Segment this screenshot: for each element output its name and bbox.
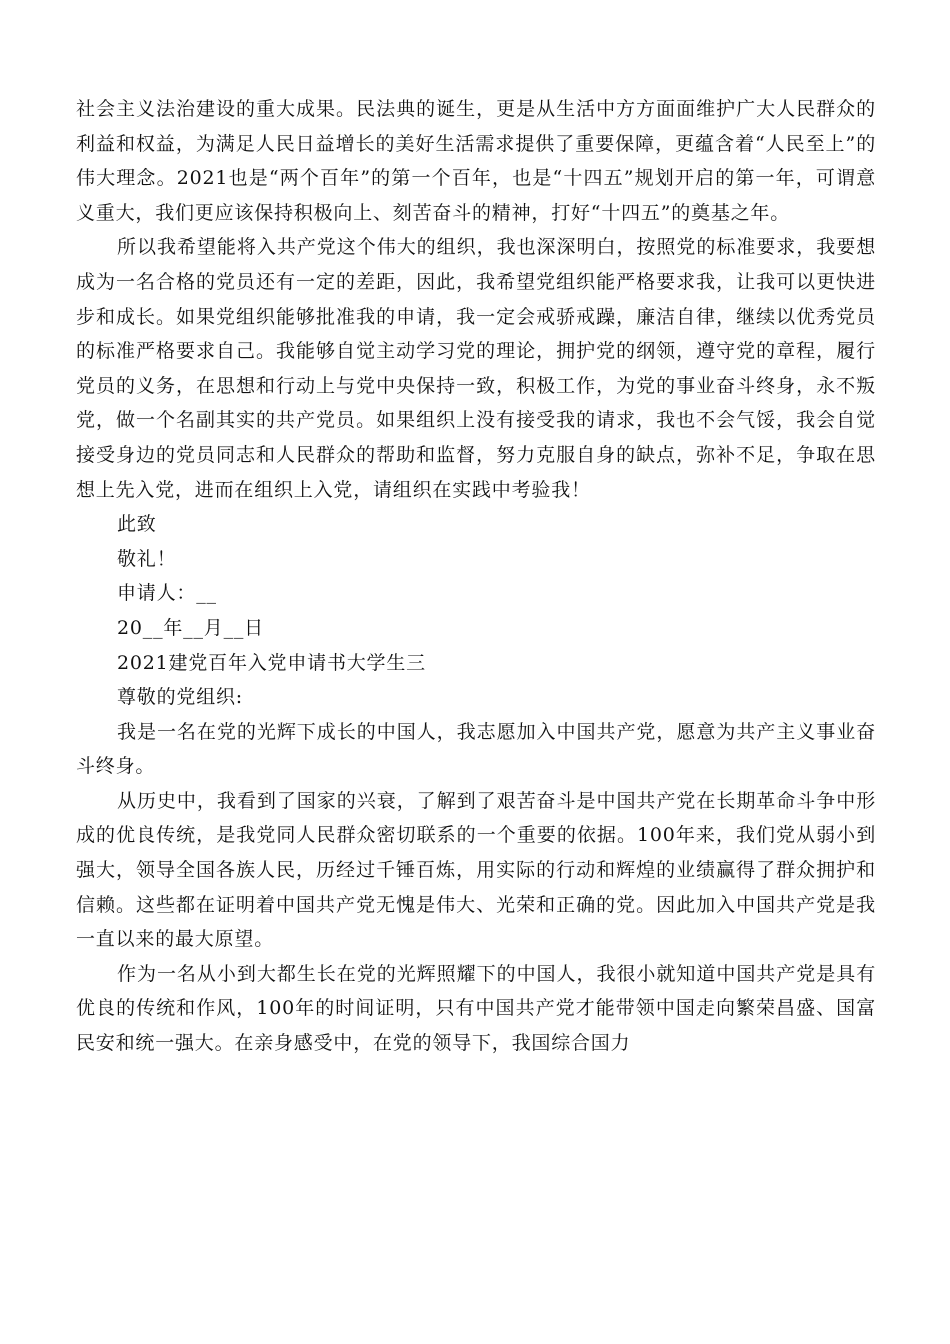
date-line: 20__年__月__日 (117, 616, 264, 639)
greeting-line: 尊敬的党组织: (117, 686, 244, 709)
paragraph-history: 从历史中，我看到了国家的兴衰，了解到了艰苦奋斗是中国共产党在长期革命斗争中形成的优良传统，是我党同人民群众密切联系的一个重要的依据。100年来，我们党从弱小到强大，领导全国各族人民，历经过千锤百炼，用实际的行动和辉煌的业绩赢得了群众拥护和信赖。这些都在证明着中国共产党无愧是伟大、光荣和正确的党。因此加入中国共产党是我一直以来的最大原望。 (76, 789, 876, 951)
document-page (76, 92, 876, 1061)
applicant-line: 申请人：__ (117, 582, 217, 605)
section-heading: 2021建党百年入党申请书大学生三 (117, 651, 426, 674)
paragraph-upbringing: 作为一名从小到大都生长在党的光辉照耀下的中国人，我很小就知道中国共产党是具有优良的传统和作风，100年的时间证明，只有中国共产党才能带领中国走向繁荣昌盛、国富民安和统一强大。在亲身感受中，在党的领导下，我国综合国力 (76, 962, 876, 1055)
paragraph-hope-to-join: 所以我希望能将入共产党这个伟大的组织，我也深深明白，按照党的标准要求，我要想成为一名合格的党员还有一定的差距，因此，我希望党组织能严格要求我，让我可以更快进步和成长。如果党组织能够批准我的申请，我一定会戒骄戒躁，廉洁自律，继续以优秀党员的标准严格要求自己。我能够自觉主动学习党的理论，拥护党的纲领，遵守党的章程，履行党员的义务，在思想和行动上与党中央保持一致，积极工作，为党的事业奋斗终身，永不叛党，做一个名副其实的共产党员。如果组织上没有接受我的请求，我也不会气馁，我会自觉接受身边的党员同志和人民群众的帮助和监督，努力克服自身的缺点，弥补不足，争取在思想上先入党，进而在组织上入党，请组织在实践中考验我！ (76, 236, 876, 501)
closing-salutation: 此致 (117, 513, 157, 536)
paragraph-intro: 我是一名在党的光辉下成长的中国人，我志愿加入中国共产党，愿意为共产主义事业奋斗终身。 (76, 720, 876, 778)
closing-regards: 敬礼！ (117, 547, 177, 570)
paragraph-continuation: 社会主义法治建设的重大成果。民法典的诞生，更是从生活中方方面面维护广大人民群众的利益和权益，为满足人民日益增长的美好生活需求提供了重要保障，更蕴含着“人民至上”的伟大理念。2021也是“两个百年”的第一个百年，也是“十四五”规划开启的第一年，可谓意义重大，我们更应该保持积极向上、刻苦奋斗的精神，打好“十四五”的奠基之年。 (76, 98, 876, 224)
